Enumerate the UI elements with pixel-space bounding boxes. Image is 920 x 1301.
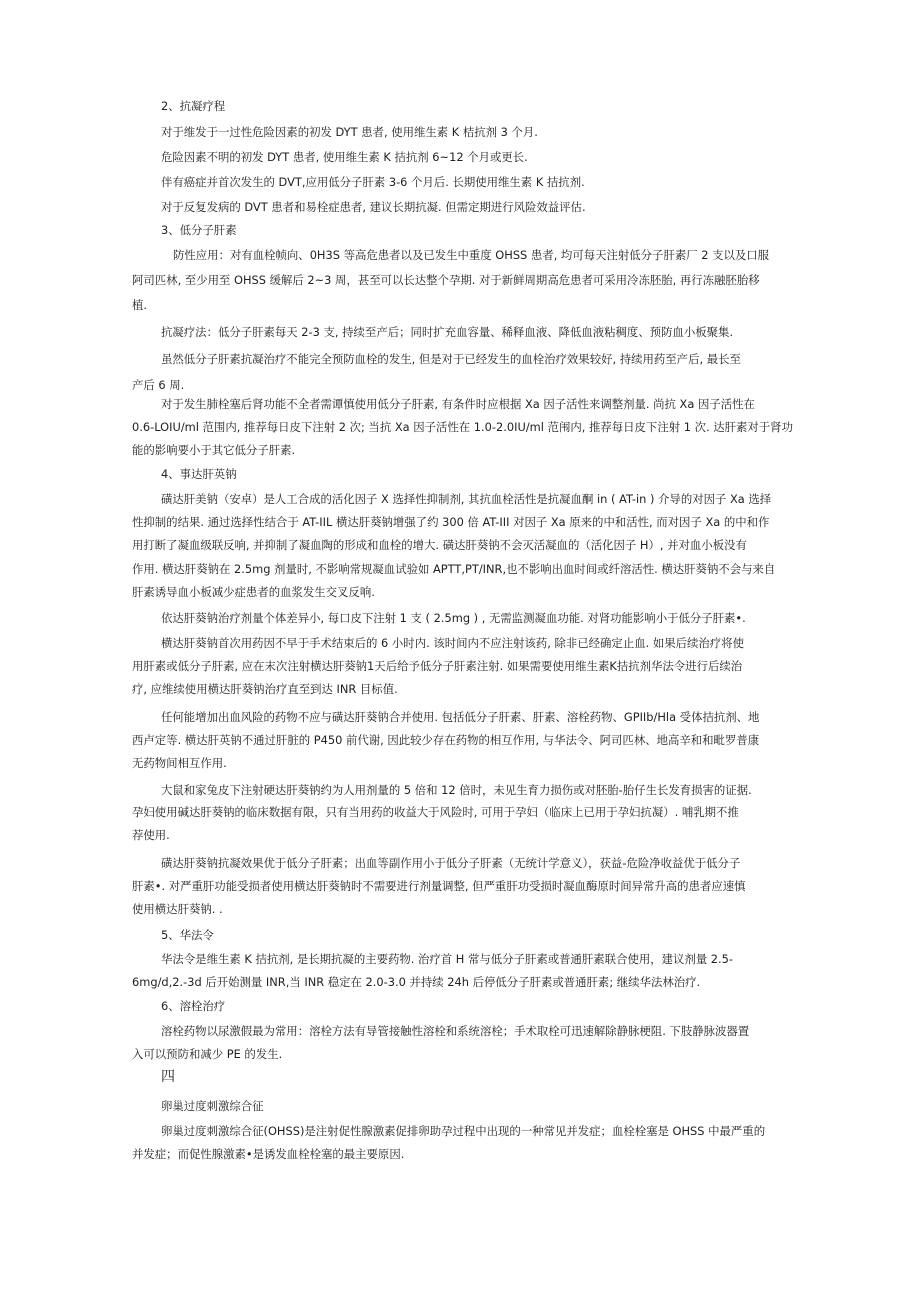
- paragraph-line: 肝素诱导血小板减少症患者的血浆发生交叉反响.: [132, 585, 375, 599]
- paragraph-line: 卵巢过度刺激综合征(OHSS)是注射促性腺激素促排卵助孕过程中出现的一种常见并发症；血栓栓塞是 OHSS 中最严重的: [161, 1124, 766, 1138]
- paragraph-line: 磺达肝葵钠抗凝效果优于低分子肝素；出血等副作用小于低分子肝素（无统计学意义），获益-危险净收益优于低分子: [161, 856, 741, 870]
- paragraph-line: 无药物间相互作用.: [132, 756, 227, 770]
- paragraph-line: 大鼠和家兔皮下注射硬达肝葵钠约为人用剂量的 5 倍和 12 倍时，未见生育力损伤或对胚胎-胎仔生长发育损害的证据.: [161, 783, 752, 797]
- paragraph-line: 对于反复发病的 DVT 患者和易栓症患者, 建议长期抗凝. 但需定期进行风险效益评估.: [161, 200, 586, 214]
- paragraph-line: 危险因素不明的初发 DYT 患者, 使用维生素 K 拮抗剂 6~12 个月或更长.: [161, 150, 528, 164]
- section-heading: 4、事达肝英钠: [161, 467, 237, 481]
- section-heading: 2、抗凝疗程: [161, 99, 226, 113]
- paragraph-line: 横达肝葵钠首次用药因不早于手术结束后的 6 小时内. 该时间内不应注射该药, 除非已经确定止血. 如果后续治疗将使: [161, 636, 744, 650]
- paragraph-line: 西卢定等. 横达肝英钠不通过肝脏的 P450 前代谢, 因此较少存在药物的相互作用, 与华法令、阿司匹林、地高辛和和毗罗普康: [132, 733, 760, 747]
- paragraph-line: 磺达肝美钠（安卓）是人工合成的活化因子 X 选择性抑制剂, 其抗血栓活性是抗凝血酮 in ( AT-in ) 介导的对因子 Xa 选择: [161, 492, 772, 506]
- paragraph-line: 防性应用：对有血栓帧向、0H3S 等高危患者以及已发生中重度 OHSS 患者, 均可每天注射低分子肝素厂 2 支以及口服: [173, 248, 770, 262]
- paragraph-line: 性抑制的结果. 通过选择性结合于 AT-IIL 横达肝葵钠增强了约 300 倍 AT-III 对因子 Xa 原来的中和活性, 而对因子 Xa 的中和作: [132, 515, 770, 529]
- paragraph-line: 能的影响要小于其它低分子肝素.: [132, 443, 296, 457]
- paragraph-line: 0.6-LOIU/ml 范围内, 推荐每日皮下注射 2 次; 当抗 Xa 因子活性在 1.0-2.0IU/ml 范闱内, 推荐每日皮下注射 1 次. 达肝素对于肾功: [132, 420, 793, 434]
- paragraph-line: 用肝素或低分子肝素, 应在末次注射横达肝葵钠1天后给予低分子肝素注射. 如果需要使用维生素K拮抗剂华法令进行后续治: [132, 659, 743, 673]
- paragraph-line: 依达肝葵钠治疗剂量个体差异小, 每口皮下注射 1 支 ( 2.5mg ) , 无需监测凝血功能. 对肾功能影响小于低分子肝素•.: [161, 611, 746, 625]
- paragraph-line: 任何能增加出血风险的药物不应与磺达肝葵钠合并使用. 包括低分子肝素、肝素、溶栓药物、GPIIb/Hla 受体拮抗剂、地: [161, 710, 760, 724]
- paragraph-line: 作用. 横达肝葵钠在 2.5mg 剂量时, 不影响常规凝血试验如 APTT,PT/INR,也不影响出血时间或纤溶活性. 横达肝葵钠不会与来自: [132, 562, 776, 576]
- paragraph-line: 对于维发于一过性危险因素的初发 DYT 患者, 使用维生素 K 桔抗剂 3 个月.: [161, 125, 538, 139]
- paragraph-line: 6mg/d,2.-3d 后开始测量 INR,当 INR 稳定在 2.0-3.0 并持续 24h 后停低分子肝素或普通肝素; 继续华法林治疗.: [132, 975, 701, 989]
- paragraph-line: 用打断了凝血级联反响, 并抑制了凝血陶的形成和血栓的增大. 磺达肝葵钠不会灭活凝血的（活化因子 H）, 并对血小板没有: [132, 538, 747, 552]
- paragraph-line: 伴有癌症并首次发生的 DVT,应用低分子肝素 3-6 个月后. 长期使用维生素 K 拮抗剂.: [161, 175, 585, 189]
- paragraph-line: 孕妇使用碱达肝葵钠的临床数据有限，只有当用药的收益大于风险时, 可用于孕妇（临床上已用于孕妇抗凝）. 哺乳期不推: [132, 805, 739, 819]
- paragraph-line: 对于发生肺栓塞后肾功能不全者需谭慎使用低分子肝素, 有条件时应根据 Xa 因子活性来调整剂量. 尚抗 Xa 因子活性在: [161, 397, 755, 411]
- paragraph-line: 产后 6 周.: [132, 378, 185, 392]
- paragraph-line: 疗, 应维续使用横达肝葵钠治疗直至到达 INR 目标值.: [132, 682, 398, 696]
- paragraph-line: 荐使用.: [132, 828, 170, 842]
- section-heading: 6、溶栓治疗: [161, 999, 226, 1013]
- paragraph-line: 溶栓药物以尿激假最为常用：溶栓方法有导管接触性溶栓和系统溶栓；手术取栓可迅速解除静脉梗阻. 下肢静脉波器置: [161, 1024, 750, 1038]
- paragraph-line: 植.: [132, 298, 148, 312]
- paragraph-line: 阿司匹林, 至少用至 OHSS 缓解后 2~3 周，甚至可以长达整个孕期. 对于新鲜周期高危患者可采用冷冻胚胎, 再行冻融胚胎移: [132, 273, 760, 287]
- paragraph-line: 抗凝疗法：低分子肝素每天 2-3 支, 持续至产后；同时扩充血容量、稀释血液、降低血液粘稠度、预防血小板聚集.: [161, 325, 734, 339]
- paragraph-line: 使用横达肝葵钠. .: [132, 902, 223, 916]
- paragraph-line: 虽然低分子肝素抗凝治疗不能完全预防血栓的发生, 但是对于已经发生的血栓治疗效果较好, 持续用药至产后, 最长至: [161, 352, 741, 366]
- paragraph-line: 并发症；而促性腺激素•是诱发血栓栓塞的最主要原因.: [132, 1147, 405, 1161]
- paragraph-line: 入可以预防和减少 PE 的发生.: [132, 1047, 283, 1061]
- chapter-title: 卵巢过度刺激综合征: [161, 1099, 264, 1113]
- paragraph-line: 肝素•. 对严重肝功能受损者使用横达肝葵钠时不需要进行剂量调整, 但严重肝功受损时凝血酶原时间异常升高的患者应速慎: [132, 879, 746, 893]
- chapter-number: 四: [161, 1069, 175, 1085]
- section-heading: 5、华法令: [161, 928, 214, 942]
- paragraph-line: 华法令是维生素 K 拮抗剂, 是长期抗凝的主要药物. 治疗首 H 常与低分子肝素或普通肝素联合使用，建议剂量 2.5-: [161, 952, 734, 966]
- section-heading: 3、低分子肝素: [161, 223, 237, 237]
